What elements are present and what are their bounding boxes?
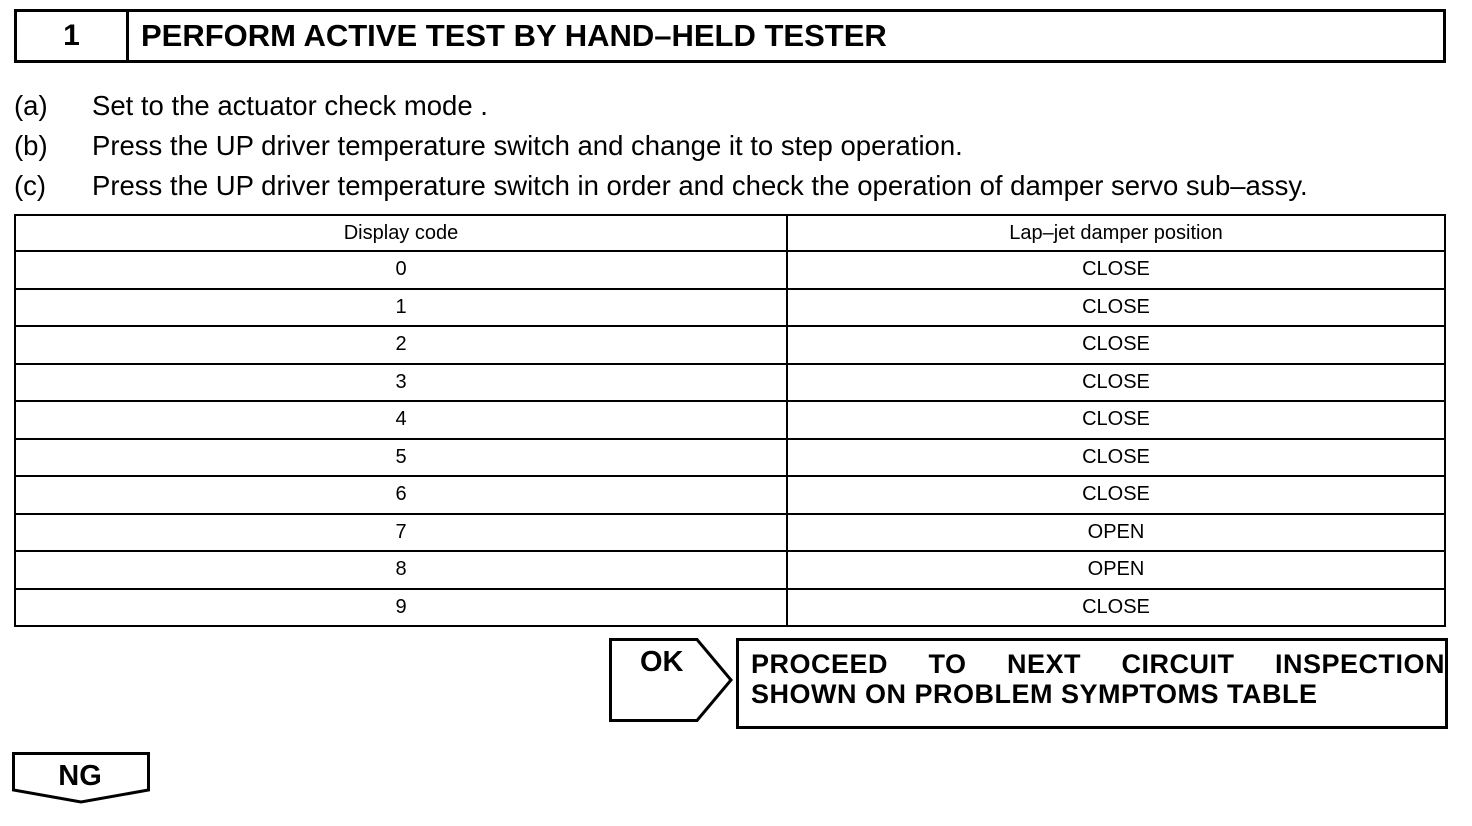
table-row [15, 289, 1445, 327]
instruction-text: Set to the actuator check mode . [92, 90, 488, 121]
display-code-cell: 7 [15, 514, 787, 552]
ok-result-word: TO [928, 649, 967, 679]
display-code-cell: 6 [15, 476, 787, 514]
display-code-cell: 4 [15, 401, 787, 439]
ok-result-word: PROCEED [751, 649, 889, 679]
ok-result-line-2: SHOWN ON PROBLEM SYMPTOMS TABLE [751, 679, 1318, 709]
display-code-cell: 2 [15, 326, 787, 364]
ok-result-line-1 [751, 649, 1445, 679]
ok-result-word: CIRCUIT [1121, 649, 1235, 679]
ok-result-word: INSPECTION [1274, 649, 1445, 679]
column-header-damper-position: Lap–jet damper position [787, 215, 1445, 251]
damper-position-cell: CLOSE [787, 401, 1445, 439]
damper-position-cell: CLOSE [787, 476, 1445, 514]
damper-position-cell: CLOSE [787, 589, 1445, 627]
instruction-item [14, 86, 1464, 126]
step-header [14, 9, 1446, 63]
damper-position-cell: OPEN [787, 514, 1445, 552]
table-row [15, 326, 1445, 364]
display-code-cell: 0 [15, 251, 787, 289]
display-code-cell: 9 [15, 589, 787, 627]
instruction-list [14, 86, 1464, 206]
ok-label: OK [640, 646, 684, 678]
table-row [15, 476, 1445, 514]
damper-position-cell: CLOSE [787, 289, 1445, 327]
table-row [15, 551, 1445, 589]
display-code-cell: 8 [15, 551, 787, 589]
damper-position-cell: CLOSE [787, 364, 1445, 402]
column-header-display-code: Display code [15, 215, 787, 251]
damper-position-cell: CLOSE [787, 439, 1445, 477]
step-title: PERFORM ACTIVE TEST BY HAND–HELD TESTER [141, 18, 887, 53]
display-code-cell: 3 [15, 364, 787, 402]
ng-label: NG [58, 760, 102, 792]
table-row [15, 514, 1445, 552]
step-number: 1 [17, 12, 129, 60]
table-row [15, 439, 1445, 477]
table-row [15, 401, 1445, 439]
table-body [15, 251, 1445, 626]
table-row [15, 251, 1445, 289]
instruction-letter: (c) [14, 170, 47, 201]
table-row [15, 364, 1445, 402]
instruction-item [14, 126, 1464, 166]
damper-position-cell: CLOSE [787, 251, 1445, 289]
table-header-row [15, 215, 1445, 251]
table-row [15, 589, 1445, 627]
ok-result-word: NEXT [1006, 649, 1081, 679]
damper-position-table [14, 214, 1446, 627]
display-code-cell: 5 [15, 439, 787, 477]
display-code-cell: 1 [15, 289, 787, 327]
instruction-text: Press the UP driver temperature switch and change it to step operation. [92, 130, 963, 161]
damper-position-cell: CLOSE [787, 326, 1445, 364]
instruction-letter: (a) [14, 90, 48, 121]
instruction-letter: (b) [14, 130, 48, 161]
ok-result-box [736, 638, 1448, 729]
instruction-item [14, 166, 1464, 206]
damper-position-cell: OPEN [787, 551, 1445, 589]
instruction-text: Press the UP driver temperature switch in order and check the operation of damper servo sub–assy. [92, 170, 1308, 201]
